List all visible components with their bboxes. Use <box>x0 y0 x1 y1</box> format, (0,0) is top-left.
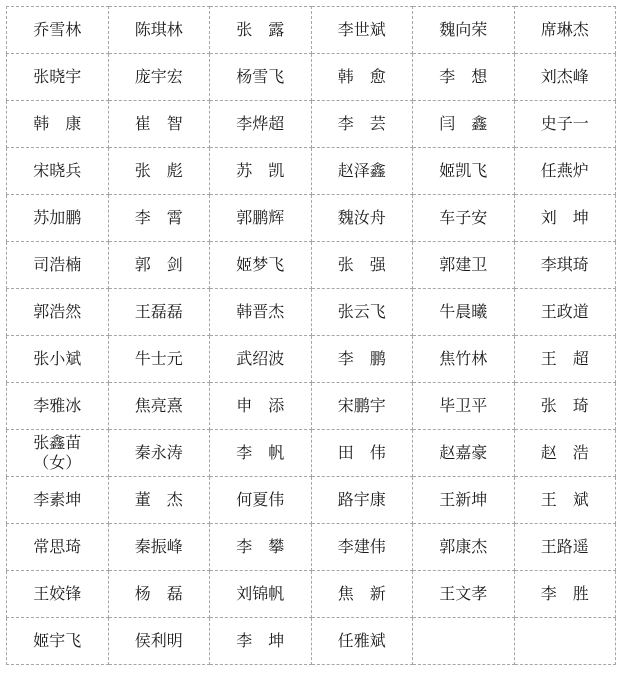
name-cell: 张鑫苗 （女） <box>7 430 109 477</box>
name-cell: 侯利明 <box>108 618 210 665</box>
name-cell: 宋鹏宇 <box>311 383 413 430</box>
name-cell: 李 想 <box>413 54 515 101</box>
name-cell: 乔雪林 <box>7 7 109 54</box>
name-cell <box>514 618 616 665</box>
table-row <box>7 242 616 289</box>
name-cell: 韩 愈 <box>311 54 413 101</box>
name-cell: 王磊磊 <box>108 289 210 336</box>
name-cell: 张 彪 <box>108 148 210 195</box>
name-cell: 李 芸 <box>311 101 413 148</box>
name-cell: 庞宇宏 <box>108 54 210 101</box>
name-roster-body <box>7 7 616 665</box>
name-cell: 郭 剑 <box>108 242 210 289</box>
name-cell: 魏向荣 <box>413 7 515 54</box>
name-cell: 史子一 <box>514 101 616 148</box>
name-cell: 韩 康 <box>7 101 109 148</box>
name-cell: 王 超 <box>514 336 616 383</box>
name-cell: 崔 智 <box>108 101 210 148</box>
name-cell: 郭康杰 <box>413 524 515 571</box>
name-cell: 路宇康 <box>311 477 413 524</box>
name-cell: 毕卫平 <box>413 383 515 430</box>
table-row <box>7 195 616 242</box>
name-cell: 刘锦帆 <box>210 571 312 618</box>
name-cell: 郭建卫 <box>413 242 515 289</box>
name-cell: 苏 凯 <box>210 148 312 195</box>
table-row <box>7 336 616 383</box>
name-cell: 刘杰峰 <box>514 54 616 101</box>
name-cell: 姬宇飞 <box>7 618 109 665</box>
name-cell: 张小斌 <box>7 336 109 383</box>
table-row <box>7 54 616 101</box>
name-cell: 王姣锋 <box>7 571 109 618</box>
name-cell: 陈琪林 <box>108 7 210 54</box>
name-cell: 李素坤 <box>7 477 109 524</box>
name-cell: 郭鹏辉 <box>210 195 312 242</box>
table-row <box>7 430 616 477</box>
name-cell: 姬凯飞 <box>413 148 515 195</box>
name-cell: 申 添 <box>210 383 312 430</box>
name-cell: 武绍波 <box>210 336 312 383</box>
name-cell: 李 鹏 <box>311 336 413 383</box>
name-cell: 李 攀 <box>210 524 312 571</box>
name-cell: 李 坤 <box>210 618 312 665</box>
name-cell: 常思琦 <box>7 524 109 571</box>
name-cell: 苏加鹏 <box>7 195 109 242</box>
name-cell: 刘 坤 <box>514 195 616 242</box>
name-cell: 秦永涛 <box>108 430 210 477</box>
name-cell: 王文孝 <box>413 571 515 618</box>
name-cell: 魏汝舟 <box>311 195 413 242</box>
name-cell: 牛晨曦 <box>413 289 515 336</box>
name-cell: 何夏伟 <box>210 477 312 524</box>
name-cell: 闫 鑫 <box>413 101 515 148</box>
name-cell: 韩晋杰 <box>210 289 312 336</box>
name-roster-table <box>6 6 616 665</box>
name-cell: 张 强 <box>311 242 413 289</box>
name-cell: 任燕炉 <box>514 148 616 195</box>
table-row <box>7 289 616 336</box>
name-cell: 李琪琦 <box>514 242 616 289</box>
name-cell: 张 露 <box>210 7 312 54</box>
name-cell: 席琳杰 <box>514 7 616 54</box>
name-cell: 李世斌 <box>311 7 413 54</box>
name-cell: 赵 浩 <box>514 430 616 477</box>
name-cell: 张 琦 <box>514 383 616 430</box>
name-cell: 张云飞 <box>311 289 413 336</box>
name-cell: 任雅斌 <box>311 618 413 665</box>
name-cell: 郭浩然 <box>7 289 109 336</box>
name-cell: 焦 新 <box>311 571 413 618</box>
name-cell: 王新坤 <box>413 477 515 524</box>
name-cell: 姬梦飞 <box>210 242 312 289</box>
name-cell <box>413 618 515 665</box>
name-cell: 李建伟 <box>311 524 413 571</box>
name-cell: 杨 磊 <box>108 571 210 618</box>
name-cell: 杨雪飞 <box>210 54 312 101</box>
name-cell: 王政道 <box>514 289 616 336</box>
name-cell: 司浩楠 <box>7 242 109 289</box>
table-row <box>7 618 616 665</box>
name-cell: 牛士元 <box>108 336 210 383</box>
table-row <box>7 148 616 195</box>
name-cell: 秦振峰 <box>108 524 210 571</box>
table-row <box>7 524 616 571</box>
name-cell: 李 胜 <box>514 571 616 618</box>
name-cell: 田 伟 <box>311 430 413 477</box>
name-cell: 张晓宇 <box>7 54 109 101</box>
name-cell: 董 杰 <box>108 477 210 524</box>
name-cell: 焦竹林 <box>413 336 515 383</box>
table-row <box>7 571 616 618</box>
name-cell: 赵泽鑫 <box>311 148 413 195</box>
name-cell: 王路遥 <box>514 524 616 571</box>
table-row <box>7 7 616 54</box>
table-row <box>7 477 616 524</box>
name-cell: 李雅冰 <box>7 383 109 430</box>
name-cell: 车子安 <box>413 195 515 242</box>
table-row <box>7 383 616 430</box>
name-cell: 宋晓兵 <box>7 148 109 195</box>
name-cell: 李 霄 <box>108 195 210 242</box>
name-cell: 赵嘉豪 <box>413 430 515 477</box>
name-cell: 焦亮熹 <box>108 383 210 430</box>
name-cell: 李 帆 <box>210 430 312 477</box>
name-cell: 李烨超 <box>210 101 312 148</box>
table-row <box>7 101 616 148</box>
name-cell: 王 斌 <box>514 477 616 524</box>
